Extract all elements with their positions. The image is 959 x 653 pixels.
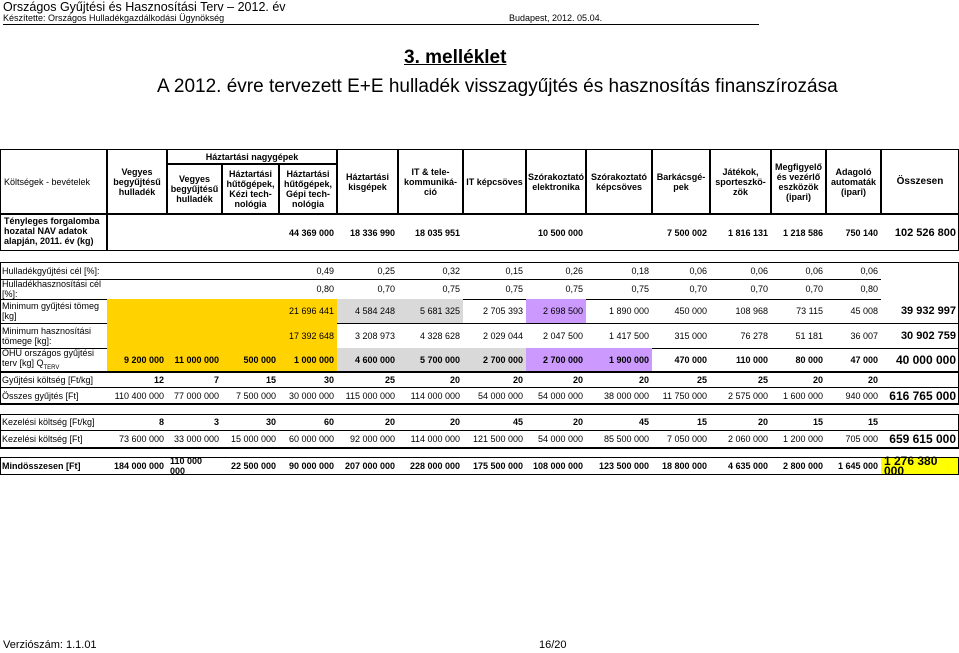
handle-cost-unit-value: 3: [213, 417, 219, 427]
column-header: Szórakoztató elektronika: [526, 149, 586, 214]
column-header: IT & tele-kommuniká-ció: [398, 149, 463, 214]
collect-cost-total-value: 54 000 000: [537, 390, 583, 401]
ohu-plan-value: 1 000 000: [279, 348, 337, 372]
handle-cost-unit-value: 20: [572, 417, 583, 427]
handle-cost-unit-value: 45: [638, 417, 649, 427]
row-label: Hulladékhasznosítási cél [%]:: [2, 279, 102, 299]
recovery-goal-value: 0,70: [805, 284, 823, 294]
document-date: Budapest, 2012. 05.04.: [509, 13, 603, 23]
handle-cost-unit-value: 20: [757, 417, 768, 427]
turnover-value: 18 336 990: [349, 227, 395, 238]
handle-cost-unit-value: 20: [449, 417, 460, 427]
grand-total-value: 110 000 000: [170, 456, 203, 476]
ohu-plan-value: 40 000 000: [895, 353, 956, 367]
handle-cost-unit-value: 15: [696, 417, 707, 427]
row-label: Mindösszesen [Ft]: [2, 461, 81, 471]
collection-goal-value: 0,15: [505, 265, 523, 276]
ohu-plan-value: 11 000 000: [167, 348, 222, 372]
collection-goal-value: 0,06: [750, 265, 768, 276]
grand-total-value: 22 500 000: [230, 461, 276, 471]
recovery-goal-value: 0,70: [750, 284, 768, 294]
row-label: Kezelési költség [Ft/kg]: [2, 417, 95, 427]
page-subtitle: A 2012. évre tervezett E+E hulladék visszagyűjtés és hasznosítás finanszírozása: [157, 76, 838, 97]
collect-cost-total-value: 7 500 000: [235, 390, 276, 401]
handle-cost-total-value: 73 600 000: [118, 434, 164, 444]
row-label-turnover: Tényleges forgalomba hozatal NAV adatok alapján, 2011. év (kg): [0, 214, 107, 251]
min-recover-value: 51 181: [795, 330, 823, 341]
handle-cost-total-value: 659 615 000: [889, 432, 956, 446]
min-collect-value: 2 698 500: [526, 299, 586, 323]
recovery-goal-value: 0,75: [505, 284, 523, 294]
ohu-plan-value: 9 200 000: [107, 348, 167, 372]
row-label: Összes gyűjtés [Ft]: [2, 390, 79, 401]
recovery-goal-value: 0,70: [689, 284, 707, 294]
column-header: Barkácsgé-pek: [652, 149, 710, 214]
column-header: Megfigyelő és vezérlő eszközök (ipari): [771, 149, 826, 214]
grand-total-value: 207 000 000: [344, 461, 395, 471]
column-header: Vegyes begyűjtésű hulladék: [167, 164, 222, 214]
min-collect-value: 21 696 441: [107, 299, 337, 323]
collect-cost-unit-value: 15: [265, 374, 276, 385]
grand-total-value: 1 276 380 000: [881, 457, 959, 475]
ohu-plan-value: 47 000: [850, 355, 878, 365]
turnover-value: 102 526 800: [894, 226, 956, 239]
row-label-subscript: TERV: [43, 364, 60, 371]
collect-cost-total-value: 114 000 000: [410, 390, 460, 401]
min-collect-value: 73 115: [796, 306, 823, 316]
min-collect-value: 2 705 393: [482, 306, 523, 316]
collect-cost-unit-value: 20: [867, 374, 878, 385]
collection-goal-value: 0,32: [442, 265, 460, 276]
grand-total-value: 4 635 000: [727, 461, 768, 471]
collect-cost-unit-value: 20: [512, 374, 523, 385]
ohu-plan-value: 500 000: [222, 348, 279, 372]
column-header: Játékok, sporteszkö-zök: [710, 149, 771, 214]
row-label: [0, 348, 107, 372]
collect-cost-unit-value: 25: [696, 374, 707, 385]
row-label-costs: Költségek - bevételek: [0, 149, 107, 214]
min-collect-value: 45 008: [850, 306, 878, 316]
collect-cost-total-value: 11 750 000: [662, 390, 707, 401]
handle-cost-unit-value: 15: [812, 417, 823, 427]
collection-goal-value: 0,06: [860, 265, 878, 276]
collect-cost-unit-value: 12: [153, 374, 164, 385]
turnover-value: 1 816 131: [727, 227, 768, 238]
column-header: Szórakoztató képcsöves: [586, 149, 652, 214]
grand-total-value: 108 000 000: [532, 461, 583, 471]
row-divider: [0, 404, 959, 405]
collect-cost-unit-value: 25: [384, 374, 395, 385]
handle-cost-total-value: 7 050 000: [666, 434, 707, 444]
row-divider: [0, 262, 959, 263]
collect-cost-total-value: 115 000 000: [345, 390, 395, 401]
column-header: Összesen: [881, 149, 959, 214]
min-recover-value: 3 208 973: [354, 330, 395, 341]
min-recover-value: 17 392 648: [107, 323, 337, 348]
row-label: Kezelési költség [Ft]: [2, 434, 83, 444]
collect-cost-unit-value: 20: [812, 374, 823, 385]
collect-cost-total-value: 2 575 000: [727, 390, 768, 401]
handle-cost-total-value: 85 500 000: [603, 434, 649, 444]
handle-cost-unit-value: 15: [867, 417, 878, 427]
handle-cost-unit-value: 20: [384, 417, 395, 427]
min-recover-value: 315 000: [674, 330, 707, 341]
column-header: Háztartási kisgépek: [337, 149, 398, 214]
grand-total-value: 123 500 000: [598, 461, 649, 471]
column-header: Háztartási hűtőgépek, Kézi tech-nológia: [222, 164, 279, 214]
handle-cost-unit-value: 60: [323, 417, 334, 427]
collect-cost-total-value: 940 000: [845, 390, 878, 401]
min-collect-value: 1 890 000: [608, 306, 649, 316]
collect-cost-unit-value: 25: [757, 374, 768, 385]
footer-page-number: 16/20: [539, 639, 567, 651]
ohu-plan-value: 110 000: [735, 355, 768, 365]
turnover-value: 44 369 000: [288, 227, 334, 238]
handle-cost-total-value: 15 000 000: [230, 434, 276, 444]
handle-cost-total-value: 92 000 000: [349, 434, 395, 444]
recovery-goal-value: 0,75: [442, 284, 460, 294]
collect-cost-total-value: 110 400 000: [114, 390, 164, 401]
collection-goal-value: 0,06: [689, 265, 707, 276]
ohu-plan-value: 4 600 000: [337, 348, 398, 372]
ohu-plan-value: 1 900 000: [586, 348, 652, 372]
collect-cost-total-value: 1 600 000: [782, 390, 823, 401]
handle-cost-unit-value: 30: [265, 417, 276, 427]
turnover-value: 18 035 951: [414, 227, 460, 238]
min-recover-value: 2 029 044: [482, 330, 523, 341]
row-label-text: OHÜ országos gyűjtési terv [kg] $Q_{TERV}$: [2, 347, 95, 371]
handle-cost-total-value: 54 000 000: [537, 434, 583, 444]
collect-cost-unit-value: 20: [572, 374, 583, 385]
ohu-plan-value: 2 700 000: [526, 348, 586, 372]
min-recover-value: 30 902 759: [900, 329, 956, 342]
collect-cost-unit-value: 7: [213, 374, 219, 385]
grand-total-value: 90 000 000: [288, 461, 334, 471]
collect-cost-total-value: 616 765 000: [889, 388, 956, 403]
turnover-value: 7 500 002: [666, 227, 707, 238]
row-label: Hulladékgyűjtési cél [%]:: [2, 265, 100, 276]
grand-total-value: 18 800 000: [661, 461, 707, 471]
grand-total-value: 175 500 000: [472, 461, 523, 471]
min-collect-value: 5 681 325: [398, 299, 463, 323]
annex-title: 3. melléklet: [404, 47, 507, 68]
handle-cost-total-value: 705 000: [845, 434, 878, 444]
column-header: Háztartási hűtőgépek, Gépi tech-nológia: [279, 164, 337, 214]
grand-total-value: 228 000 000: [409, 461, 460, 471]
handle-cost-unit-value: 45: [512, 417, 523, 427]
ohu-plan-value: 80 000: [795, 355, 823, 365]
collection-goal-value: 0,26: [565, 265, 583, 276]
recovery-goal-value: 0,70: [377, 284, 395, 294]
turnover-value: 1 218 586: [782, 227, 823, 238]
collection-goal-value: 0,49: [316, 265, 334, 276]
column-header: Adagoló automaták (ipari): [826, 149, 881, 214]
grand-total-value: 184 000 000: [113, 461, 164, 471]
min-recover-value: 76 278: [740, 330, 768, 341]
ohu-plan-value: 2 700 000: [463, 348, 526, 372]
grand-total-value: 1 645 000: [837, 461, 878, 471]
collect-cost-unit-value: 20: [449, 374, 460, 385]
min-collect-value: 108 968: [735, 306, 768, 316]
column-header: Vegyes begyűjtésű hulladék: [107, 149, 167, 214]
handle-cost-total-value: 33 000 000: [173, 434, 219, 444]
min-collect-value: 39 932 997: [900, 305, 956, 317]
handle-cost-total-value: 114 000 000: [410, 434, 460, 444]
handle-cost-total-value: 1 200 000: [782, 434, 823, 444]
row-label: Minimum hasznosítási tömege [kg]:: [2, 325, 92, 346]
collect-cost-unit-value: 20: [638, 374, 649, 385]
min-recover-value: 1 417 500: [608, 330, 649, 341]
row-label: Gyűjtési költség [Ft/kg]: [2, 374, 94, 385]
column-header: IT képcsöves: [463, 149, 526, 214]
group-header: Háztartási nagygépek: [167, 149, 337, 164]
document-title: Országos Gyűjtési és Hasznosítási Terv – 2012. év: [3, 0, 286, 14]
ohu-plan-value: 470 000: [674, 355, 707, 365]
footer-version: Verziószám: 1.1.01: [3, 639, 97, 651]
recovery-goal-value: 0,80: [316, 284, 334, 294]
collection-goal-value: 0,18: [631, 265, 649, 276]
row-divider: [0, 448, 959, 449]
collection-goal-value: 0,25: [377, 265, 395, 276]
min-collect-value: 450 000: [674, 306, 707, 316]
recovery-goal-value: 0,80: [860, 284, 878, 294]
handle-cost-total-value: 121 500 000: [472, 434, 523, 444]
handle-cost-unit-value: 8: [158, 417, 164, 427]
row-label: Minimum gyűjtési tömeg [kg]: [2, 301, 100, 321]
min-recover-value: 2 047 500: [542, 330, 583, 341]
min-recover-value: 36 007: [850, 330, 878, 341]
handle-cost-total-value: 2 060 000: [727, 434, 768, 444]
document-author: Készítette: Országos Hulladékgazdálkodási Ügynökség: [3, 13, 225, 23]
collect-cost-total-value: 38 000 000: [603, 390, 649, 401]
grand-total-value: 2 800 000: [782, 461, 823, 471]
handle-cost-total-value: 60 000 000: [288, 434, 334, 444]
ohu-plan-value: 5 700 000: [398, 348, 463, 372]
collect-cost-total-value: 54 000 000: [477, 390, 523, 401]
min-recover-value: 4 328 628: [419, 330, 460, 341]
collect-cost-total-value: 30 000 000: [288, 390, 334, 401]
turnover-value: 10 500 000: [537, 227, 583, 238]
recovery-goal-value: 0,75: [565, 284, 583, 294]
header-divider: [3, 24, 759, 25]
min-collect-value: 4 584 248: [337, 299, 398, 323]
collect-cost-unit-value: 30: [323, 374, 334, 385]
turnover-value: 750 140: [845, 227, 878, 238]
recovery-goal-value: 0,75: [631, 284, 649, 294]
collect-cost-total-value: 77 000 000: [173, 390, 219, 401]
collection-goal-value: 0,06: [805, 265, 823, 276]
